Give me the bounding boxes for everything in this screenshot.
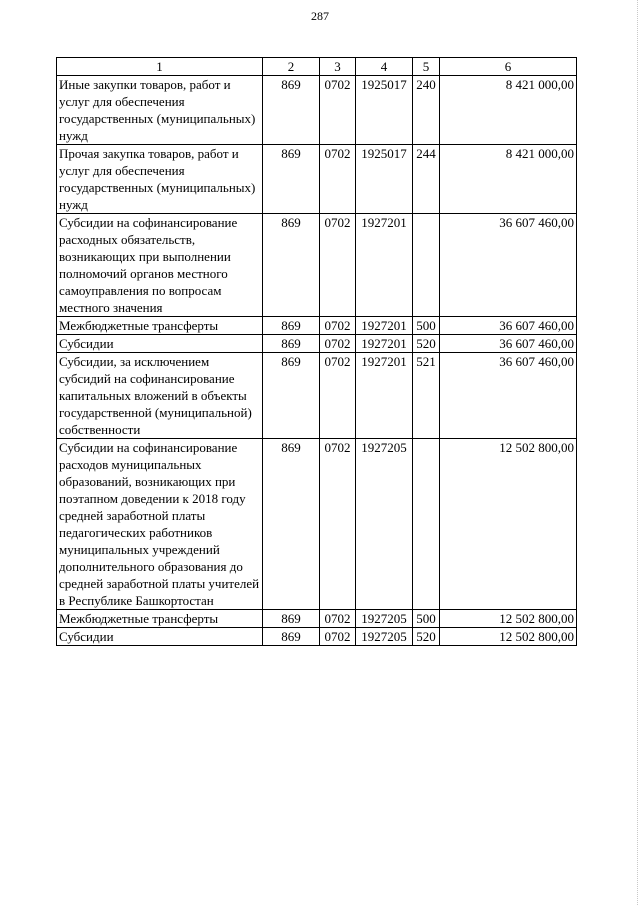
row-csr: 1927201 [356,335,413,353]
row-vedomstvo: 869 [263,353,320,439]
row-name: Субсидии [57,628,263,646]
row-razdel: 0702 [320,145,356,214]
row-vr: 520 [413,628,440,646]
table-row [57,214,577,317]
row-razdel: 0702 [320,76,356,145]
table-row [57,335,577,353]
table-row [57,610,577,628]
page-number: 287 [311,9,329,23]
row-sum: 8 421 000,00 [440,145,577,214]
row-vr: 244 [413,145,440,214]
table-row [57,628,577,646]
row-razdel: 0702 [320,353,356,439]
row-sum: 12 502 800,00 [440,439,577,610]
table-row [57,317,577,335]
row-vr: 240 [413,76,440,145]
row-vr: 521 [413,353,440,439]
row-vr [413,214,440,317]
table-row [57,145,577,214]
row-vedomstvo: 869 [263,317,320,335]
row-razdel: 0702 [320,610,356,628]
row-vedomstvo: 869 [263,145,320,214]
row-razdel: 0702 [320,335,356,353]
row-vr: 520 [413,335,440,353]
row-vedomstvo: 869 [263,628,320,646]
row-vedomstvo: 869 [263,610,320,628]
row-csr: 1927201 [356,353,413,439]
row-sum: 36 607 460,00 [440,214,577,317]
col-header-5: 5 [413,58,440,76]
row-csr: 1925017 [356,76,413,145]
table-row [57,76,577,145]
row-sum: 8 421 000,00 [440,76,577,145]
row-name: Межбюджетные трансферты [57,610,263,628]
row-razdel: 0702 [320,317,356,335]
row-vedomstvo: 869 [263,214,320,317]
row-csr: 1927205 [356,439,413,610]
col-header-1: 1 [57,58,263,76]
row-sum: 12 502 800,00 [440,628,577,646]
row-name: Межбюджетные трансферты [57,317,263,335]
row-name: Субсидии на софинансирование расходных обязательств, возникающих при выполнении полномочий органов местного самоуправления по вопросам местного значения [57,214,263,317]
row-vedomstvo: 869 [263,76,320,145]
row-csr: 1927205 [356,610,413,628]
row-csr: 1925017 [356,145,413,214]
row-sum: 36 607 460,00 [440,335,577,353]
row-sum: 12 502 800,00 [440,610,577,628]
row-vr: 500 [413,610,440,628]
row-razdel: 0702 [320,628,356,646]
row-name: Субсидии на софинансирование расходов муниципальных образований, возникающих при поэтапном доведении к 2018 году средней заработной платы педагогических работников муниципальных учреждений дополнительного образования до средней заработной платы учителей в Республике Башкортостан [57,439,263,610]
row-razdel: 0702 [320,439,356,610]
col-header-2: 2 [263,58,320,76]
row-sum: 36 607 460,00 [440,317,577,335]
table-row [57,353,577,439]
row-csr: 1927205 [356,628,413,646]
col-header-4: 4 [356,58,413,76]
row-csr: 1927201 [356,317,413,335]
row-razdel: 0702 [320,214,356,317]
row-vedomstvo: 869 [263,439,320,610]
row-vr: 500 [413,317,440,335]
col-header-6: 6 [440,58,577,76]
column-number-row [57,58,577,76]
scan-edge [636,0,638,905]
row-name: Субсидии, за исключением субсидий на софинансирование капитальных вложений в объекты государственной (муниципальной) собственности [57,353,263,439]
row-name: Прочая закупка товаров, работ и услуг для обеспечения государственных (муниципальных) нужд [57,145,263,214]
row-vr [413,439,440,610]
row-name: Иные закупки товаров, работ и услуг для обеспечения государственных (муниципальных) нужд [57,76,263,145]
row-sum: 36 607 460,00 [440,353,577,439]
row-csr: 1927201 [356,214,413,317]
row-name: Субсидии [57,335,263,353]
row-vedomstvo: 869 [263,335,320,353]
col-header-3: 3 [320,58,356,76]
budget-table [56,57,577,646]
table-row [57,439,577,610]
